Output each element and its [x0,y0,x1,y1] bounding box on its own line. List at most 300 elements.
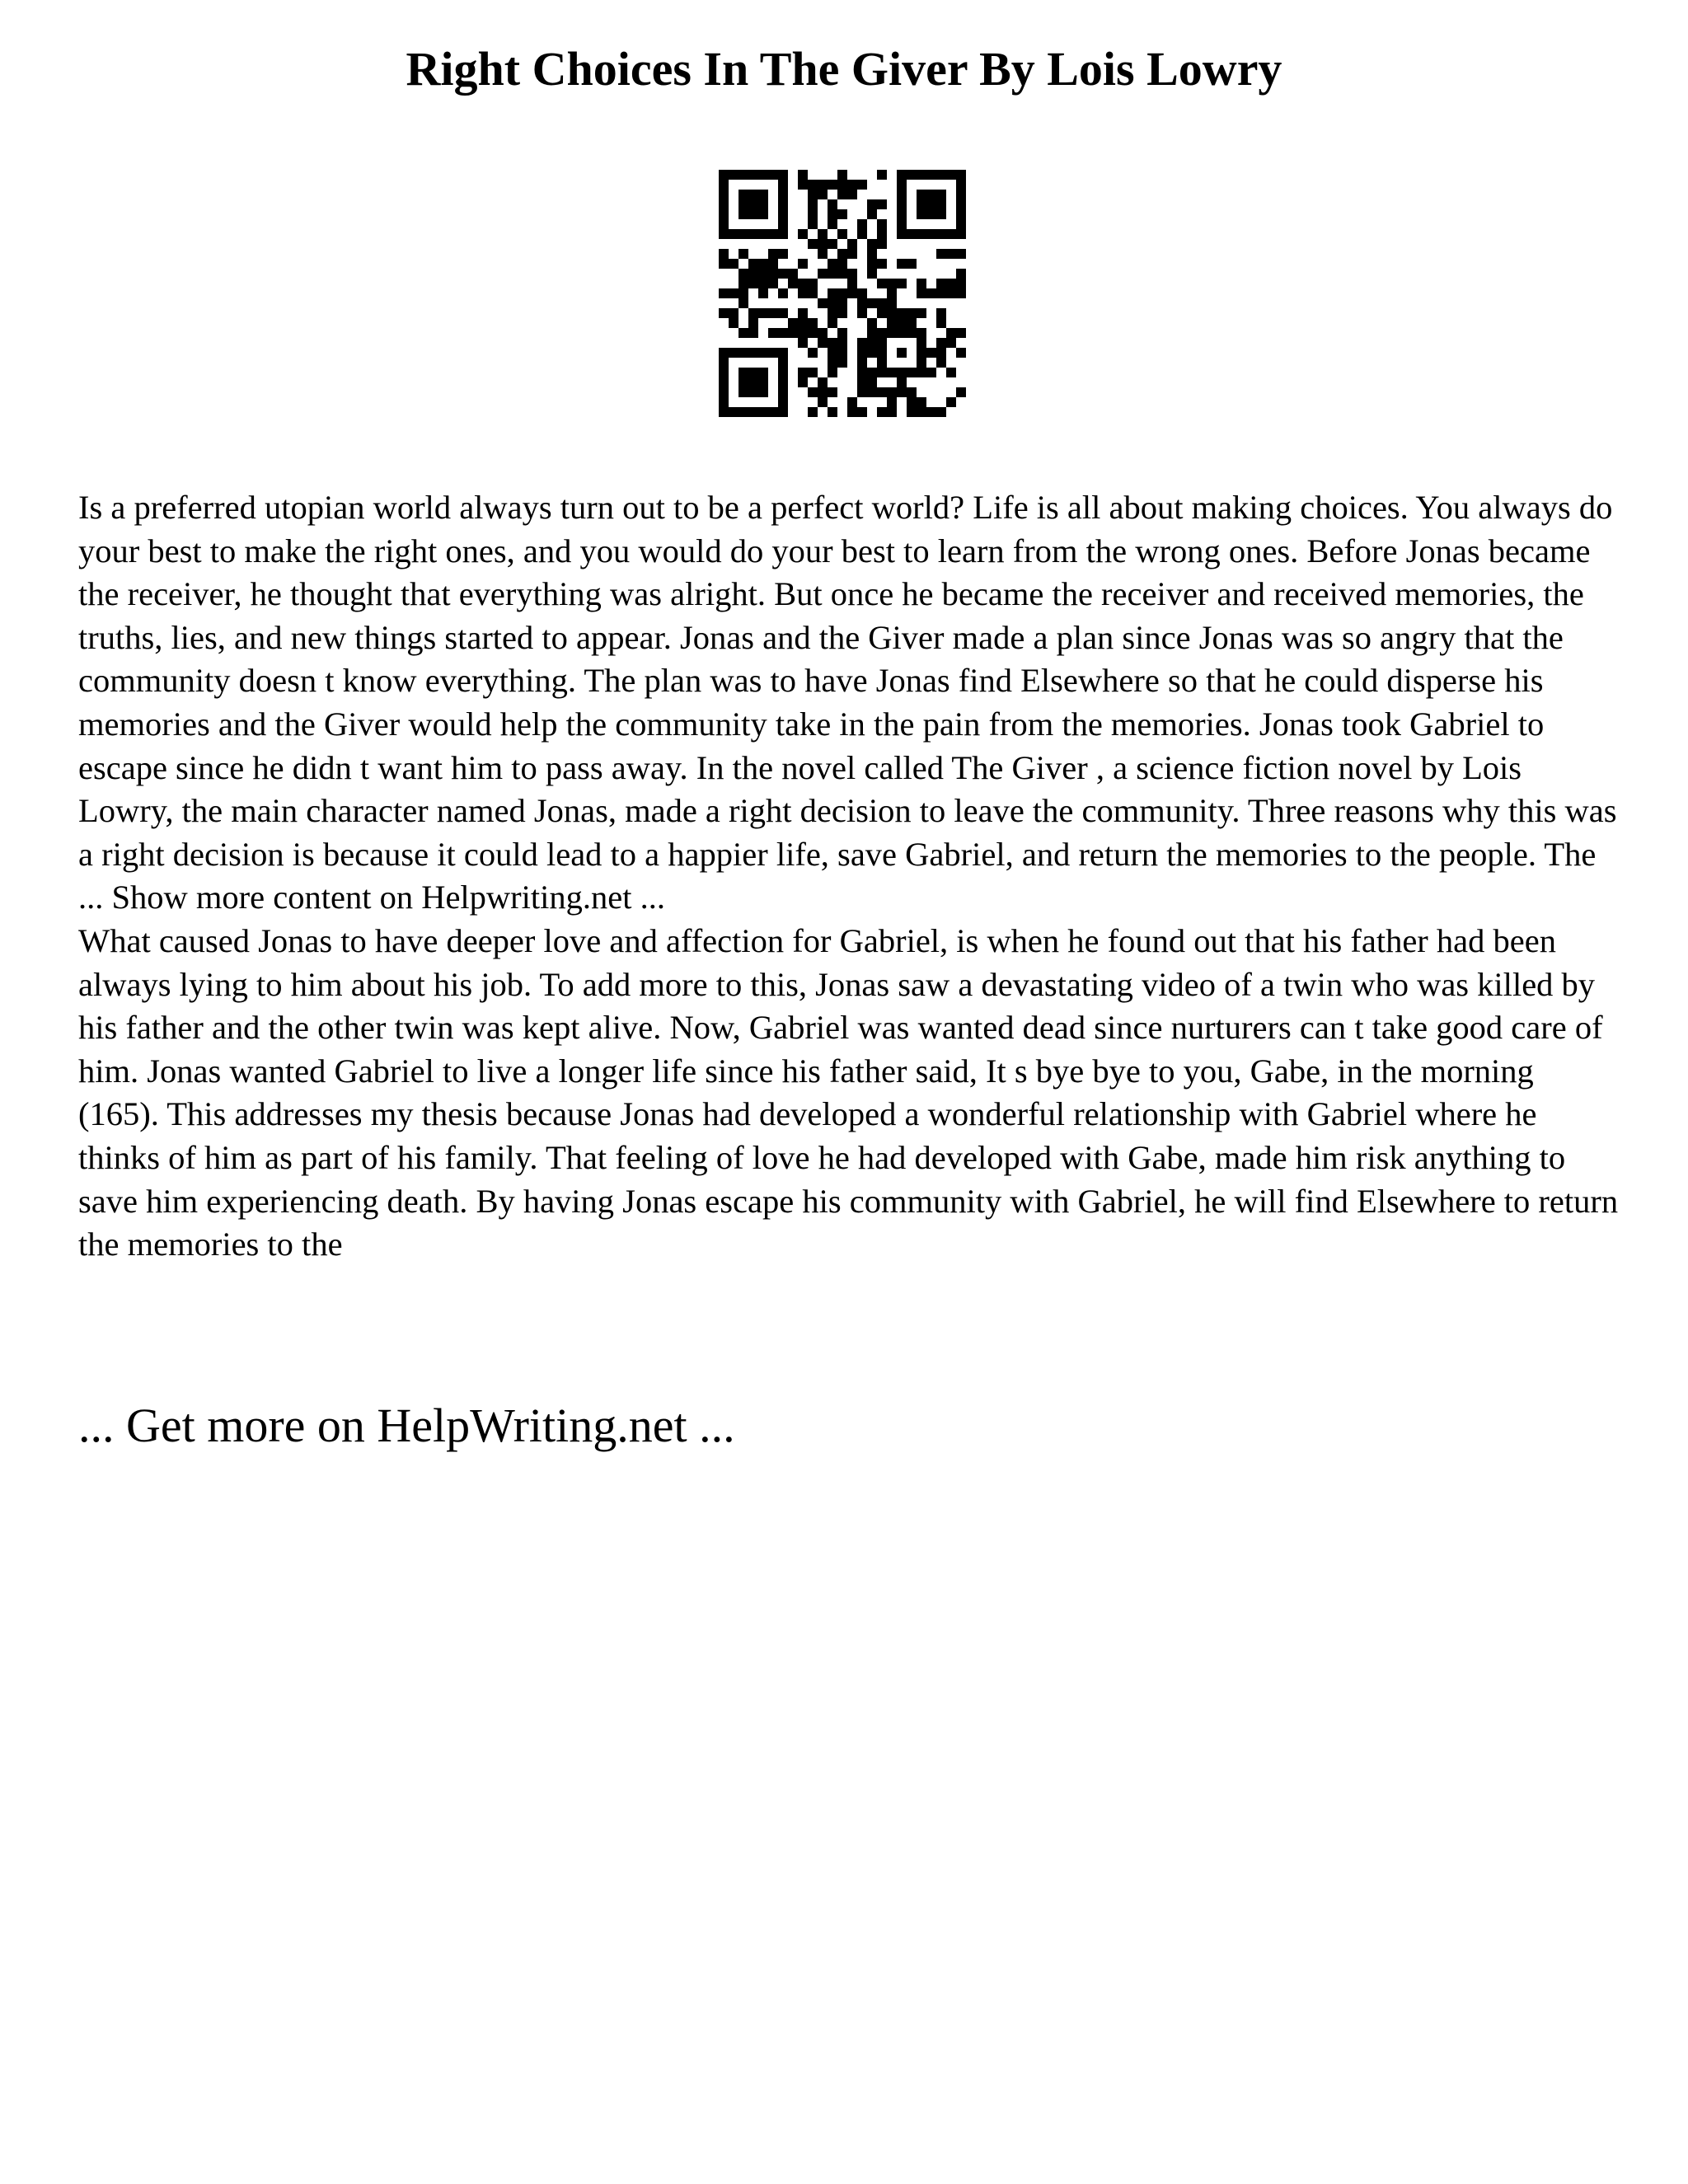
qr-module [956,229,966,239]
qr-module [936,348,946,358]
qr-module [808,279,818,288]
qr-module [788,269,798,279]
qr-module [828,308,837,318]
paragraph-1: Is a preferred utopian world always turn out to be a perfect world? Life is all about making choices. You always do your best to make the right ones, and you would do your best to learn from the wrong ones. Before Jonas became the receiver, he thought that everything was alright. But once he became the receiver and received memories, the truths, lies, and new things started to appear. Jonas and the Giver made a plan since Jonas was so angry that the community doesn t know everything. The plan was to have Jonas find Elsewhere so that he could disperse his memories and the Giver would help the community take in the pain from the memories. Jonas took Gabriel to escape since he didn t want him to pass away. In the novel called The Giver , a science fiction novel by Lois Lowry, the main character named Jonas, made a right decision to leave the community. Three reasons why this was a right decision is because it could lead to a happier life, save Gabriel, and return the memories to the people. The ... Show more content on Helpwriting.net ... [78,489,1617,916]
qr-module [719,249,729,259]
qr-module [798,229,808,239]
qr-module [936,279,946,288]
get-more-link[interactable]: ... Get more on HelpWriting.net ... [78,1399,735,1452]
qr-module [837,298,847,308]
qr-module [917,190,926,199]
qr-module [837,358,847,368]
qr-module [837,229,847,239]
qr-module [857,358,867,368]
qr-module [887,279,897,288]
qr-module [917,407,926,417]
qr-module [867,209,877,219]
qr-module [828,199,837,209]
qr-module [956,199,966,209]
qr-module [738,407,748,417]
qr-module [778,358,788,368]
qr-code-icon[interactable] [719,170,966,417]
qr-module [936,209,946,219]
qr-module [768,328,778,338]
qr-module [847,249,857,259]
qr-module [738,328,748,338]
qr-module [828,180,837,190]
qr-module [926,190,936,199]
qr-module [768,170,778,180]
qr-module [917,209,926,219]
qr-module [828,259,837,269]
qr-module [738,298,748,308]
qr-module [936,338,946,348]
qr-module [917,308,926,318]
qr-module [877,170,887,180]
qr-module [867,199,877,209]
qr-module [729,407,738,417]
qr-module [936,358,946,368]
qr-module [748,348,758,358]
qr-module [877,308,887,318]
qr-module [798,338,808,348]
qr-module [758,279,768,288]
qr-module [748,377,758,387]
qr-module [837,328,847,338]
qr-module [808,288,818,298]
qr-module [877,259,887,269]
qr-module [956,209,966,219]
qr-module [808,368,818,377]
qr-module [897,190,907,199]
qr-module [719,288,729,298]
qr-module [828,219,837,229]
qr-module [719,397,729,407]
qr-module [857,229,867,239]
qr-module [857,288,867,298]
qr-module [897,328,907,338]
qr-module [808,219,818,229]
qr-module [828,209,837,219]
qr-module [818,190,828,199]
qr-module [748,209,758,219]
qr-module [837,170,847,180]
qr-module [768,269,778,279]
qr-module [936,229,946,239]
qr-module [847,190,857,199]
qr-module [748,368,758,377]
qr-module [719,407,729,417]
qr-module [768,308,778,318]
qr-module [857,338,867,348]
qr-module [758,387,768,397]
qr-module [907,407,917,417]
qr-module [778,387,788,397]
qr-module [897,259,907,269]
qr-module [818,239,828,249]
qr-module [719,259,729,269]
qr-module [808,387,818,397]
qr-module [877,199,887,209]
qr-module [828,348,837,358]
qr-module [778,209,788,219]
qr-module [956,190,966,199]
qr-module [887,308,897,318]
qr-module [818,338,828,348]
qr-module [758,259,768,269]
qr-module [877,348,887,358]
qr-module [936,199,946,209]
qr-module [897,318,907,328]
qr-module [729,170,738,180]
qr-module [887,397,897,407]
qr-module [788,279,798,288]
qr-module [897,348,907,358]
qr-module [847,288,857,298]
qr-module [738,368,748,377]
qr-module [748,318,758,328]
qr-module [758,269,768,279]
qr-module [788,328,798,338]
qr-module [758,377,768,387]
qr-module [748,199,758,209]
qr-module [907,387,917,397]
qr-module [778,249,788,259]
qr-module [837,308,847,318]
qr-module [837,259,847,269]
qr-module [877,328,887,338]
qr-module [758,170,768,180]
qr-module [847,397,857,407]
qr-module [837,348,847,358]
qr-module [867,298,877,308]
qr-module [857,387,867,397]
qr-module [936,249,946,259]
qr-module [778,190,788,199]
qr-module [748,170,758,180]
qr-module [946,249,956,259]
qr-module [758,199,768,209]
qr-module [798,288,808,298]
qr-module [748,269,758,279]
qr-module [867,249,877,259]
qr-module [837,338,847,348]
qr-module [738,249,748,259]
qr-module [887,318,897,328]
qr-module [778,308,788,318]
qr-module [828,288,837,298]
qr-module [738,348,748,358]
qr-module [867,368,877,377]
qr-module [956,269,966,279]
qr-module [758,348,768,358]
qr-module [877,358,887,368]
qr-module [768,279,778,288]
qr-module [828,358,837,368]
qr-module [917,328,926,338]
qr-module [748,328,758,338]
qr-module [768,249,778,259]
qr-module [828,239,837,249]
qr-module [956,170,966,180]
qr-module [907,308,917,318]
qr-module [857,348,867,358]
qr-module [956,219,966,229]
qr-module [778,269,788,279]
qr-module [729,288,738,298]
qr-module [887,368,897,377]
qr-module [867,269,877,279]
qr-module [828,338,837,348]
qr-module [778,368,788,377]
qr-module [758,407,768,417]
qr-module [818,269,828,279]
qr-module [897,180,907,190]
qr-module [897,209,907,219]
qr-module [926,170,936,180]
qr-module [729,318,738,328]
qr-module [808,407,818,417]
qr-module [926,348,936,358]
qr-module [758,190,768,199]
qr-module [897,219,907,229]
qr-module [808,209,818,219]
qr-module [808,190,818,199]
qr-module [917,288,926,298]
qr-module [738,288,748,298]
qr-module [946,328,956,338]
qr-module [748,407,758,417]
qr-module [748,279,758,288]
qr-module [828,318,837,328]
qr-module [798,259,808,269]
qr-module [877,239,887,249]
qr-module [936,170,946,180]
qr-module [778,229,788,239]
qr-module [768,348,778,358]
qr-module [738,387,748,397]
qr-module [857,219,867,229]
qr-module [917,338,926,348]
qr-module [956,249,966,259]
qr-module [837,288,847,298]
qr-module [877,387,887,397]
qr-module [926,288,936,298]
qr-module [847,180,857,190]
qr-module [729,229,738,239]
qr-module [837,209,847,219]
qr-module [748,308,758,318]
qr-module [917,358,926,368]
qr-module [936,190,946,199]
article-body [78,486,1620,1267]
qr-module [828,269,837,279]
qr-module [818,397,828,407]
qr-module [857,180,867,190]
qr-module [778,288,788,298]
qr-module [798,318,808,328]
qr-module [956,387,966,397]
qr-module [946,229,956,239]
qr-module [778,348,788,358]
qr-module [818,328,828,338]
qr-module [778,377,788,387]
qr-module [897,308,907,318]
qr-module [867,387,877,397]
paragraph-2: What caused Jonas to have deeper love and affection for Gabriel, is when he found out that his father had been always lying to him about his job. To add more to this, Jonas saw a devastating video of a twin who was killed by his father and the other twin was kept alive. Now, Gabriel was wanted dead since nurturers can t take good care of him. Jonas wanted Gabriel to live a longer life since his father said, It s bye bye to you, Gabe, in the morning (165). This addresses my thesis because Jonas had developed a wonderful relationship with Gabriel where he thinks of him as part of his family. That feeling of love he had developed with Gabe, made him risk anything to save him experiencing death. By having Jonas escape his community with Gabriel, he will find Elsewhere to return the memories to the [78,921,1619,1263]
qr-module [808,328,818,338]
qr-module [798,308,808,318]
qr-module [897,199,907,209]
qr-module [818,377,828,387]
qr-module [897,279,907,288]
qr-module [798,180,808,190]
qr-module [936,288,946,298]
qr-module [758,368,768,377]
qr-module [778,170,788,180]
qr-module [946,368,956,377]
qr-module [936,407,946,417]
qr-module [778,180,788,190]
qr-module [738,269,748,279]
qr-module [818,387,828,397]
qr-module [847,269,857,279]
qr-module [956,328,966,338]
qr-module [768,229,778,239]
qr-module [808,348,818,358]
qr-module [837,249,847,259]
qr-module [798,328,808,338]
qr-module [907,397,917,407]
qr-module [828,407,837,417]
qr-module [758,229,768,239]
qr-module [897,170,907,180]
qr-module [926,368,936,377]
qr-module [719,180,729,190]
qr-module [877,279,887,288]
qr-module [719,308,729,318]
qr-module [857,407,867,417]
qr-module [946,397,956,407]
qr-module [857,368,867,377]
qr-module [917,199,926,209]
qr-module [758,209,768,219]
qr-module [818,249,828,259]
qr-module [818,180,828,190]
qr-module [877,338,887,348]
qr-module [926,199,936,209]
qr-module [936,308,946,318]
qr-module [926,209,936,219]
qr-module [818,298,828,308]
qr-module [719,377,729,387]
qr-module [719,170,729,180]
qr-module [808,180,818,190]
qr-module [738,279,748,288]
qr-module [748,190,758,199]
qr-module [719,219,729,229]
qr-module [778,219,788,229]
qr-module [857,377,867,387]
qr-module [907,170,917,180]
qr-module [867,318,877,328]
qr-module [748,259,758,269]
qr-module [837,180,847,190]
qr-module [956,279,966,288]
qr-module [738,209,748,219]
qr-module [897,368,907,377]
qr-module [798,377,808,387]
qr-module [946,170,956,180]
qr-module [828,368,837,377]
qr-module [719,199,729,209]
qr-module [738,377,748,387]
qr-module [897,229,907,239]
qr-module [917,229,926,239]
qr-module [719,348,729,358]
qr-module [907,368,917,377]
qr-module [946,279,956,288]
qr-module [867,348,877,358]
qr-module [818,229,828,239]
qr-module [917,170,926,180]
qr-module [778,397,788,407]
qr-module [926,229,936,239]
page-title: Right Choices In The Giver By Lois Lowry [406,42,1282,96]
qr-module [738,170,748,180]
qr-module [956,348,966,358]
qr-module [887,407,897,417]
qr-module [897,377,907,387]
qr-module [778,199,788,209]
qr-module [719,358,729,368]
qr-module [719,190,729,199]
qr-module [867,328,877,338]
qr-module [907,328,917,338]
qr-module [778,328,788,338]
qr-module [926,407,936,417]
qr-module [936,318,946,328]
qr-module [837,190,847,199]
qr-module [887,288,897,298]
qr-module [758,288,768,298]
qr-module [719,209,729,219]
qr-module [877,368,887,377]
qr-module [887,387,897,397]
qr-module [887,328,897,338]
qr-module [847,407,857,417]
qr-module [907,259,917,269]
qr-module [828,298,837,308]
qr-module [877,407,887,417]
qr-module [738,190,748,199]
qr-module [768,259,778,269]
qr-module [828,387,837,397]
qr-module [768,407,778,417]
qr-module [867,338,877,348]
qr-module [798,170,808,180]
qr-module [877,229,887,239]
qr-module [946,338,956,348]
qr-module [877,298,887,308]
qr-module [917,397,926,407]
qr-module [808,239,818,249]
qr-module [748,229,758,239]
qr-module [719,229,729,239]
qr-module [738,229,748,239]
qr-module [808,318,818,328]
qr-module [877,219,887,229]
